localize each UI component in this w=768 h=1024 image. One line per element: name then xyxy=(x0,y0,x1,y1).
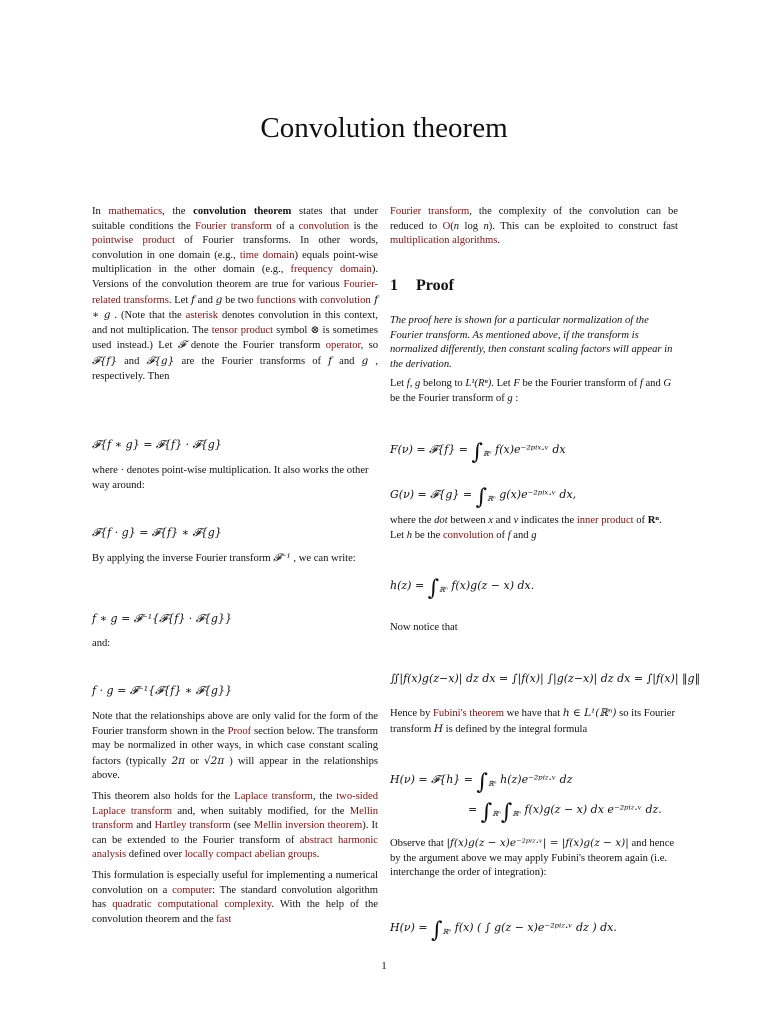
right-paragraph-5 xyxy=(390,706,678,737)
math-h-in-L1: h ∈ L¹(ℝⁿ) xyxy=(562,707,617,719)
link-inner-product[interactable]: inner product xyxy=(576,515,634,526)
math-f: f xyxy=(639,378,643,389)
intro-paragraph xyxy=(92,205,378,384)
text: f(x)g(z − x) dx e⁻²ᵖⁱᶻ·ᵛ dz. xyxy=(524,803,662,816)
text: , respectively. Then xyxy=(92,355,379,382)
text: ( xyxy=(450,220,454,232)
math-h: h xyxy=(406,529,413,541)
link-abstract-harmonic-analysis[interactable]: abstract harmonic analysis xyxy=(92,834,378,861)
section-heading-proof xyxy=(390,277,454,295)
link-time-domain[interactable]: time domain xyxy=(239,249,295,261)
paragraph-2: where · denotes point-wise multiplication. It also works the other way around: xyxy=(92,465,369,491)
math-G: G xyxy=(663,378,672,389)
integral-sign: ∫ xyxy=(427,576,440,601)
right-paragraph-6 xyxy=(390,836,678,881)
page-number: 1 xyxy=(381,960,387,972)
math-Ff: 𝓕{f} xyxy=(92,354,117,367)
section-number: 1 xyxy=(390,277,398,294)
math-f: f xyxy=(328,354,333,367)
text: In xyxy=(92,206,109,217)
integral-domain: ℝⁿ xyxy=(482,450,492,458)
text: or xyxy=(185,755,204,767)
text: By applying the inverse Fourier transform xyxy=(92,553,274,564)
link-mathematics[interactable]: mathematics xyxy=(108,206,163,217)
equation-H-line-1 xyxy=(390,770,573,795)
text: and xyxy=(133,820,155,832)
link-fourier-transform[interactable]: Fourier transform xyxy=(390,206,470,217)
link-pointwise-product[interactable]: pointwise product xyxy=(92,235,175,247)
link-computer[interactable]: computer xyxy=(172,884,213,896)
text: ) equals point-wise multiplication in the other domain (e.g., xyxy=(92,249,378,276)
text: are the Fourier transforms of xyxy=(174,355,329,367)
text: be the xyxy=(412,529,443,541)
text: and xyxy=(510,529,532,541)
text: and xyxy=(492,515,514,526)
equation-G xyxy=(390,485,576,510)
integral-sign: ∫ xyxy=(476,770,488,795)
text: and hence by the argument above we may apply Fubini's theorem again (i.e. interchange the order of integration): xyxy=(390,838,675,879)
text: ). This can be exploited to construct fast xyxy=(488,220,678,232)
math-sqrt-2pi: √2π xyxy=(203,754,225,767)
math-F: F xyxy=(513,378,520,389)
math-f: f xyxy=(507,529,511,541)
link-convolution[interactable]: convolution xyxy=(298,220,350,232)
integral-domain: ℝⁿ xyxy=(487,780,497,788)
bold-term: convolution theorem xyxy=(193,206,292,217)
integral-domain: ℝⁿ xyxy=(442,928,452,936)
text: and xyxy=(194,294,216,306)
text: ). It can be extended to the Fourier transform of xyxy=(92,820,379,846)
link-operator[interactable]: operator xyxy=(325,340,361,352)
math-Fg: 𝓕{g} xyxy=(146,354,175,367)
text: of a xyxy=(271,220,299,232)
paragraph-3 xyxy=(92,551,378,567)
text: section below. The transform may be normalized in other ways, in which case constant scaling factors (typically xyxy=(92,725,378,767)
text: : The standard convolution algorithm has xyxy=(92,884,378,911)
right-paragraph-2 xyxy=(390,377,678,406)
link-fubini-theorem[interactable]: Fubini's theorem xyxy=(432,708,505,719)
integral-domain: ℝⁿ xyxy=(487,495,496,503)
text: , the xyxy=(162,206,194,217)
right-paragraph-1 xyxy=(390,205,678,249)
integral-domain: ℝⁿ xyxy=(492,810,501,818)
text: and, when suitably modified, for the xyxy=(172,805,350,817)
text: we have that xyxy=(504,708,563,719)
link-hartley-transform[interactable]: Hartley transform xyxy=(154,820,231,832)
text: . Let xyxy=(168,294,192,306)
text: and xyxy=(332,355,362,367)
right-paragraph-3 xyxy=(390,514,678,543)
link-quadratic-complexity[interactable]: quadratic computational complexity xyxy=(112,899,272,911)
paragraph-4: and: xyxy=(92,638,111,649)
link-fast[interactable]: fast xyxy=(216,913,232,925)
text: of xyxy=(493,529,508,541)
text: be two xyxy=(222,294,257,306)
paragraph-7 xyxy=(92,869,378,927)
text: defined over xyxy=(126,849,185,861)
text: between xyxy=(447,515,489,526)
text: where the xyxy=(390,515,435,526)
text: This theorem also holds for the xyxy=(92,790,235,802)
link-frequency-domain[interactable]: frequency domain xyxy=(290,264,372,276)
text: . xyxy=(497,235,501,247)
text: log xyxy=(459,220,484,232)
link-mellin-transform[interactable]: Mellin transform xyxy=(92,805,378,832)
text: . Let xyxy=(390,515,662,541)
page-title: Convolution theorem xyxy=(260,112,508,144)
link-locally-compact-groups[interactable]: locally compact abelian groups xyxy=(184,849,317,861)
text: h(z)e⁻²ᵖⁱᶻ·ᵛ dz xyxy=(500,773,573,786)
text: G(ν) = 𝓕{g} = xyxy=(390,488,476,501)
text: , the xyxy=(312,790,337,802)
math-Rn: Rⁿ xyxy=(647,515,660,526)
math-F-inv: 𝓕⁻¹ xyxy=(273,552,291,564)
text: . With the help of the convolution theorem and the xyxy=(92,899,378,925)
math-F: 𝓕 xyxy=(177,339,186,352)
math-f: f xyxy=(191,293,195,306)
link-convolution-2[interactable]: convolution xyxy=(320,294,371,306)
paragraph-6 xyxy=(92,790,378,863)
link-multiplication-algorithms[interactable]: multiplication algorithms xyxy=(390,235,498,247)
text: be the Fourier transform of xyxy=(390,392,508,404)
math-nu: ν xyxy=(513,515,519,526)
text: (see xyxy=(230,820,254,832)
equation-1: 𝓕{f ∗ g} = 𝓕{f} · 𝓕{g} xyxy=(92,438,222,451)
text: H(ν) = xyxy=(390,921,432,934)
text: symbol ⊗ is sometimes used instead.) Let xyxy=(92,324,378,352)
text: is defined by the integral formula xyxy=(443,723,588,735)
link-proof[interactable]: Proof xyxy=(227,725,252,737)
integral-sign: ∫ xyxy=(480,800,493,825)
text: of xyxy=(633,515,648,526)
math-x: x xyxy=(488,515,493,526)
link-fourier-related-transforms[interactable]: Fourier-related transforms xyxy=(92,278,378,306)
text: be the Fourier transform of xyxy=(519,378,640,389)
text: : xyxy=(512,392,519,404)
math-fg: f, g xyxy=(406,378,421,389)
link-mellin-inversion[interactable]: Mellin inversion theorem xyxy=(253,820,363,832)
integral-domain: ℝⁿ xyxy=(512,810,521,818)
text: , the complexity of the convolution can be reduced to xyxy=(390,206,678,232)
link-fourier-transform[interactable]: Fourier transform xyxy=(195,220,272,232)
text: Observe that xyxy=(390,838,447,849)
text: so its Fourier transform xyxy=(390,708,675,735)
link-asterisk[interactable]: asterisk xyxy=(185,310,219,322)
text: , we can write: xyxy=(290,553,356,564)
italic-dot: dot xyxy=(434,515,448,526)
text: denote the Fourier transform xyxy=(185,340,326,352)
text: Let xyxy=(390,378,407,389)
text: ). Versions of the convolution theorem are true for various xyxy=(92,264,378,290)
left-column-lower xyxy=(92,710,378,933)
math-g: g xyxy=(507,392,513,404)
math-f-conv-g: f ∗ g xyxy=(92,293,379,322)
left-column xyxy=(92,205,378,390)
text: belong to xyxy=(420,378,466,389)
text: h(z) = xyxy=(390,579,428,592)
equation-fubini: ∬|f(x)g(z−x)| dz dx = ∫|f(x)| ∫|g(z−x)| dz dx = ∫|f(x)| ‖g‖ xyxy=(390,672,701,685)
proof-note: The proof here is shown for a particular normalization of the Fourier transform. As mentioned above, if the transform is normalized differently, then constant scaling factors will appear in the derivation. xyxy=(390,315,673,370)
math-n: n xyxy=(453,220,460,232)
equation-2: 𝓕{f · g} = 𝓕{f} ∗ 𝓕{g} xyxy=(92,526,222,539)
math-L1: L¹(Rⁿ) xyxy=(465,378,492,389)
math-abs-identity: |f(x)g(z − x)e⁻²ᵖⁱᶻ·ᵛ| = |f(x)g(z − x)| xyxy=(446,837,629,849)
equation-H-final xyxy=(390,918,617,943)
integral-sign: ∫ xyxy=(500,800,513,825)
text: f(x)g(z − x) dx. xyxy=(451,579,535,592)
text: . xyxy=(316,849,320,861)
equation-H-line-2 xyxy=(468,800,662,825)
equation-4: f · g = 𝓕⁻¹{𝓕{f} ∗ 𝓕{g}} xyxy=(92,684,232,697)
math-2pi: 2π xyxy=(171,754,186,767)
text: of Fourier transforms. In other words, convolution in one domain (e.g., xyxy=(92,235,378,261)
link-functions[interactable]: functions xyxy=(256,294,296,306)
text: Note that the relationships above are only valid for the form of the Fourier transform shown in the xyxy=(92,711,378,737)
text: Hence by xyxy=(390,708,433,719)
text: . Let xyxy=(491,378,514,389)
text: F(ν) = 𝓕{f} = xyxy=(390,443,472,456)
math-g: g xyxy=(531,529,537,541)
section-title: Proof xyxy=(416,277,454,294)
text: , so xyxy=(360,340,378,352)
text: . (Note that the xyxy=(110,310,186,322)
text: f(x)e⁻²ᵖⁱˣ·ᵛ dx xyxy=(495,443,566,456)
link-laplace-transform[interactable]: Laplace transform xyxy=(234,790,313,802)
right-column xyxy=(390,205,678,255)
text: and xyxy=(642,378,664,389)
text: g(x)e⁻²ᵖⁱˣ·ᵛ dx, xyxy=(499,488,577,501)
link-tensor-product[interactable]: tensor product xyxy=(211,324,274,336)
text: H(ν) = 𝓕{h} = xyxy=(390,773,477,786)
link-convolution[interactable]: convolution xyxy=(442,529,494,541)
link-two-sided-laplace[interactable]: two-sided Laplace transform xyxy=(92,790,379,817)
integral-sign: ∫ xyxy=(431,918,443,943)
equation-F xyxy=(390,440,566,465)
equation-h xyxy=(390,576,534,601)
paragraph-5 xyxy=(92,710,378,784)
text: = xyxy=(468,803,481,816)
text: and xyxy=(117,355,147,367)
text: is the xyxy=(349,220,378,232)
text: states that under suitable conditions the xyxy=(92,206,378,232)
text: This formulation is especially useful for implementing a numerical convolution on a xyxy=(92,869,378,896)
link-big-o[interactable]: O xyxy=(442,220,451,232)
integral-domain: ℝⁿ xyxy=(439,586,448,594)
math-H: H xyxy=(433,722,444,735)
text: with xyxy=(295,294,321,306)
text: ) will appear in the relationships above. xyxy=(92,755,378,782)
math-g: g xyxy=(215,293,223,306)
text: indicates the xyxy=(518,515,577,526)
text: denotes convolution in this context, and not multiplication. The xyxy=(92,310,378,336)
text: f(x) ( ∫ g(z − x)e⁻²ᵖⁱᶻ·ᵛ dz ) dx. xyxy=(454,921,617,934)
math-n: n xyxy=(483,220,489,232)
equation-3: f ∗ g = 𝓕⁻¹{𝓕{f} · 𝓕{g}} xyxy=(92,612,232,625)
math-g: g xyxy=(361,354,369,367)
right-paragraph-4: Now notice that xyxy=(390,622,458,633)
integral-sign: ∫ xyxy=(471,440,483,465)
integral-sign: ∫ xyxy=(475,485,488,510)
